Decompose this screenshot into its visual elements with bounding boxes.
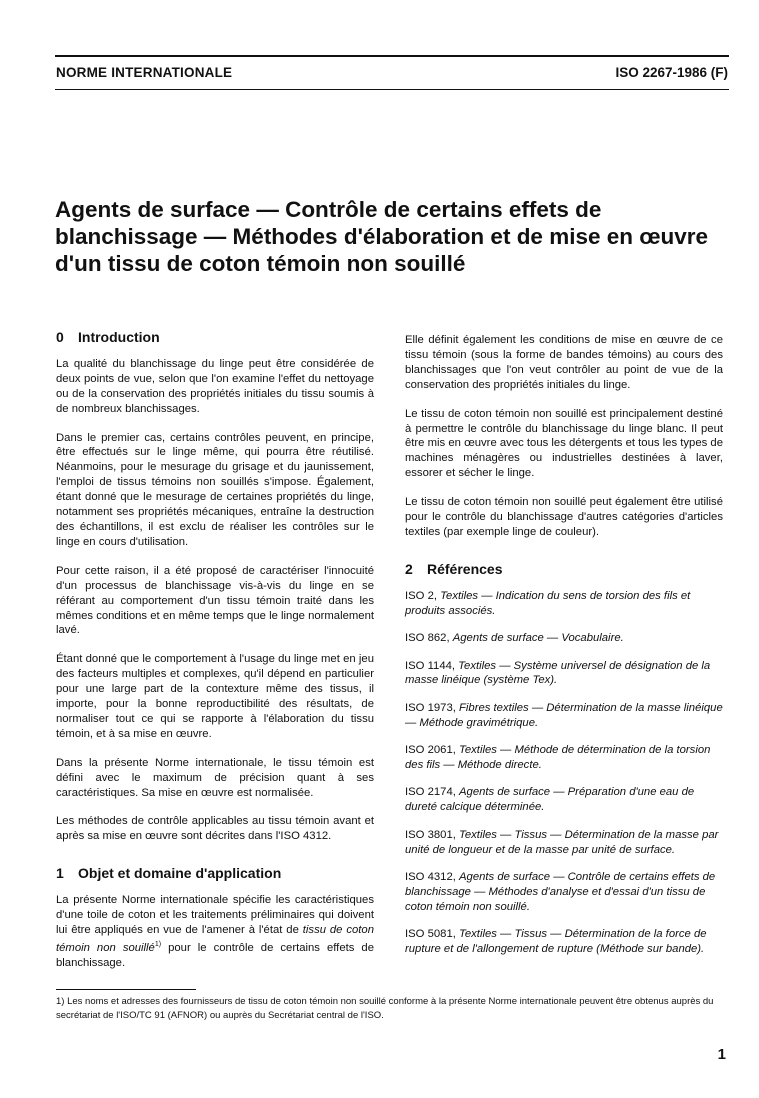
reference-item: ISO 1144, Textiles — Système universel de désignation de la masse linéique (système Tex). <box>405 659 711 687</box>
scope-paragraph: Elle définit également les conditions de mise en œuvre de ce tissu témoin (sous la forme de bandes témoins) au cours des blanchissages que l'on veut contrôler au point de vue de la conservation des propriétés initiales du linge. <box>405 334 723 391</box>
intro-paragraph: Étant donné que le comportement à l'usage du linge met en jeu des facteurs multiples et complexes, qu'il dépend en particulier pour une large part de la contexture même des tissus, il importe, pour la bonne reproductibilité des résultats, de normaliser tout ce qui se rapporte à l'élaboration du tissu témoin, et à sa mise en œuvre. <box>56 653 374 740</box>
reference-item: ISO 4312, Agents de surface — Contrôle de certains effets de blanchissage — Méthodes d'analyse et d'essai d'un tissu de coton témoin non souillé. <box>405 871 716 913</box>
reference-list <box>405 589 723 957</box>
section-scope-heading: 1 Objet et domaine d'application <box>56 865 282 882</box>
right-column <box>405 333 723 970</box>
reference-item: ISO 1973, Fibres textiles — Détermination de la masse linéique — Méthode gravimétrique. <box>405 701 723 729</box>
scope-paragraph: Le tissu de coton témoin non souillé est principalement destiné à permettre le contrôle du blanchissage du linge blanc. Il peut être mis en œuvre avec tous les détergents et tous les types de machines ménagères ou industrielles destinées à laver, essorer et sécher le linge. <box>405 407 723 480</box>
footnote: 1) Les noms et adresses des fournisseurs de tissu de coton témoin non souillé conforme à la présente Norme internationale peuvent être obtenus auprès du secrétariat de l'ISO/TC 91 (AFNOR) ou auprès du Secrétariat central de l'ISO. <box>56 996 714 1021</box>
intro-paragraph: La qualité du blanchissage du linge peut être considérée de deux points de vue, selon que l'on examine l'effet du nettoyage ou de la conservation des propriétés initiales du tissu soumis à de nombreux blanchissages. <box>56 357 374 415</box>
section-references-heading: 2 Références <box>405 560 503 577</box>
footnote-marker: 1) <box>154 940 162 948</box>
reference-item: ISO 2174, Agents de surface — Préparation d'une eau de dureté calcique déterminée. <box>405 786 695 814</box>
header-standard-number: ISO 2267-1986 (F) <box>615 65 728 80</box>
scope-paragraph: Le tissu de coton témoin non souillé peut également être utilisé pour le contrôle du blanchissage d'autres catégories d'articles textiles (par exemple linge de couleur). <box>405 496 723 538</box>
intro-paragraph: Pour cette raison, il a été proposé de caractériser l'innocuité d'un processus de blanchissage vis-à-vis du linge en se référant au comportement d'un tissu témoin traité dans les mêmes conditions et en même temps que le linge normalement lavé. <box>56 564 374 637</box>
section-introduction-heading: 0 Introduction <box>56 329 160 345</box>
header-top-rule <box>55 55 729 57</box>
intro-paragraph: Dans le premier cas, certains contrôles peuvent, en principe, être effectués sur le linge même, qui pourra être réutilisé. Néanmoins, pour le mesurage du grisage et du jaunissement, l'emploi de tissus témoins non souillés s'impose. Également, étant donné que le mesurage de certaines propriétés du linge, notamment ses propriétés mécaniques, entraîne la destruction des échantillons, il est exclu de réaliser les contrôles sur le linge en cours d'utilisation. <box>56 431 374 548</box>
reference-item: ISO 3801, Textiles — Tissus — Détermination de la masse par unité de longueur et de la masse par unité de surface. <box>405 828 719 856</box>
reference-item: ISO 5081, Textiles — Tissus — Détermination de la force de rupture et de l'allongement de rupture (Méthode sur bande). <box>405 928 707 956</box>
header-bottom-rule <box>55 89 729 90</box>
reference-item: ISO 2061, Textiles — Méthode de détermination de la torsion des fils — Méthode directe. <box>405 744 711 772</box>
intro-paragraph: Les méthodes de contrôle applicables au tissu témoin avant et après sa mise en œuvre sont décrites dans l'ISO 4312. <box>56 815 374 843</box>
reference-item: ISO 862, Agents de surface — Vocabulaire. <box>405 632 624 645</box>
page-number: 1 <box>717 1046 726 1063</box>
document-title: Agents de surface — Contrôle de certains effets de blanchissage — Méthodes d'élaboration et de mise en œuvre d'un tissu de coton témoin non souillé <box>55 197 709 276</box>
footnote-rule <box>56 989 196 990</box>
left-column <box>56 330 374 984</box>
scope-paragraph: La présente Norme internationale spécifie les caractéristiques d'une toile de coton et les traitements préliminaires qui doivent lui être appliqués en vue de l'amener à l'état de tissu de coton témoin non souillé$^{1)}$ pour le contrôle de certains effets de blanchissage. <box>56 894 374 969</box>
header-standard-type: NORME INTERNATIONALE <box>56 65 233 80</box>
intro-paragraph: Dans la présente Norme internationale, le tissu témoin est défini avec le maximum de précision quant à ses caractéristiques. Sa mise en œuvre est normalisée. <box>56 756 374 799</box>
reference-item: ISO 2, Textiles — Indication du sens de torsion des fils et produits associés. <box>405 589 691 617</box>
